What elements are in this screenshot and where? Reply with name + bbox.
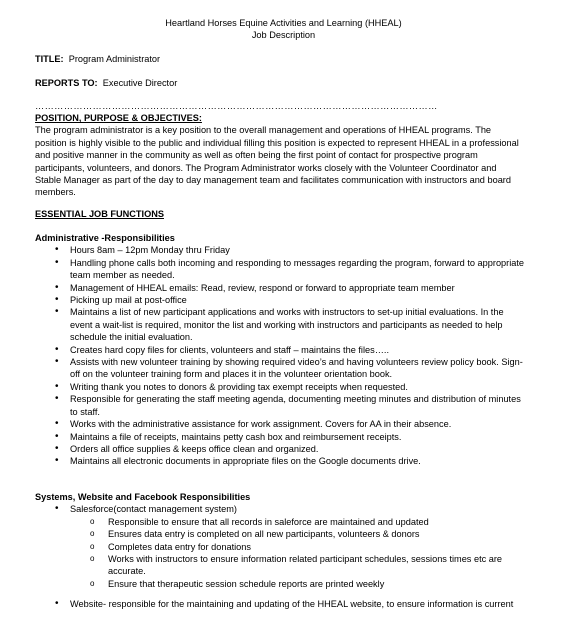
- systems-heading: Systems, Website and Facebook Responsibilities: [35, 492, 251, 502]
- sub-list-item: o Ensure that therapeutic session schedule reports are printed weekly: [70, 578, 525, 590]
- position-heading: POSITION, PURPOSE & OBJECTIVES:: [35, 113, 202, 123]
- sub-list-item: o Works with instructors to ensure information related participant schedules, sessions times etc are accurate.: [70, 553, 525, 578]
- list-item: • Maintains all electronic documents in appropriate files on the Google documents drive.: [35, 455, 525, 467]
- essential-heading: ESSENTIAL JOB FUNCTIONS: [35, 209, 164, 219]
- position-section: [35, 112, 525, 199]
- salesforce-sublist: [70, 516, 525, 590]
- separator: ………………………………………………………………………………………………………………: [35, 101, 438, 111]
- list-item-salesforce: • Salesforce(contact management system) o Responsible to ensure that all records in saleforce are maintained and updated o Ensures data entry is completed on all new participants, volunteers & donors o Completes data entry for donations o Works with instructors to ensure information related participant schedules, sessions times etc are accurate. o Ensure that therapeutic session schedule reports are printed weekly: [35, 503, 525, 590]
- list-item: • Works with the administrative assistance for work assignment. Covers for AA in their absence.: [35, 418, 525, 430]
- header-org: Heartland Horses Equine Activities and Learning (HHEAL): [165, 18, 402, 28]
- reports-to-value: Executive Director: [102, 78, 178, 88]
- reports-to-line: [35, 77, 525, 89]
- admin-section: [35, 232, 525, 468]
- list-item-website: • Website- responsible for the maintaining and updating of the HHEAL website, to ensure information is current: [35, 598, 525, 610]
- systems-list: [35, 503, 525, 590]
- position-text: The program administrator is a key position to the overall management and operations of HHEAL programs. The position is highly visible to the public and individual filling this position is expected to represent HHEAL in a professional and positive manner in the community as well as often being the first point of contact for prospective program participants, volunteers, and donors. The Program Administrator works closely with the Volunteer Coordinator and Stable Manager as part of the day to day management team and facilitates communication with instructors and board members.: [35, 125, 519, 198]
- list-item: • Picking up mail at post-office: [35, 294, 525, 306]
- list-item: • Assists with new volunteer training by showing required video’s and having volunteers review policy book. Sign-off on the volunteer training form and places it in the volunteer orientation book.: [35, 356, 525, 381]
- list-item: • Handling phone calls both incoming and responding to messages regarding the program, forward to appropriate team member as needed.: [35, 257, 525, 282]
- admin-list: [35, 244, 525, 467]
- sub-list-item: o Ensures data entry is completed on all new participants, volunteers & donors: [70, 528, 525, 540]
- list-item: • Maintains a list of new participant applications and works with instructors to set-up initial evaluations. In the event a wait-list is required, monitor the list and working with instructors and participants as needed to help schedule the initial evaluation.: [35, 306, 525, 343]
- title-line: [35, 53, 525, 65]
- title-label: TITLE:: [35, 54, 64, 64]
- header-doc: Job Description: [251, 30, 316, 40]
- list-item: • Writing thank you notes to donors & providing tax exempt receipts when requested.: [35, 381, 525, 393]
- list-item: • Maintains a file of receipts, maintains petty cash box and reimbursement receipts.: [35, 431, 525, 443]
- website-section: [35, 598, 525, 610]
- list-item: • Responsible for generating the staff meeting agenda, documenting meeting minutes and distribution of minutes to staff.: [35, 393, 525, 418]
- list-item: • Management of HHEAL emails: Read, review, respond or forward to appropriate team member: [35, 282, 525, 294]
- list-item: • Hours 8am – 12pm Monday thru Friday: [35, 244, 525, 256]
- systems-section: [35, 491, 525, 590]
- list-item: • Creates hard copy files for clients, volunteers and staff – maintains the files…..: [35, 344, 525, 356]
- list-item: • Orders all office supplies & keeps office clean and organized.: [35, 443, 525, 455]
- sub-list-item: o Responsible to ensure that all records in saleforce are maintained and updated: [70, 516, 525, 528]
- reports-to-label: REPORTS TO:: [35, 78, 98, 88]
- sub-list-item: o Completes data entry for donations: [70, 541, 525, 553]
- admin-heading: Administrative -Responsibilities: [35, 233, 175, 243]
- title-value: Program Administrator: [68, 54, 161, 64]
